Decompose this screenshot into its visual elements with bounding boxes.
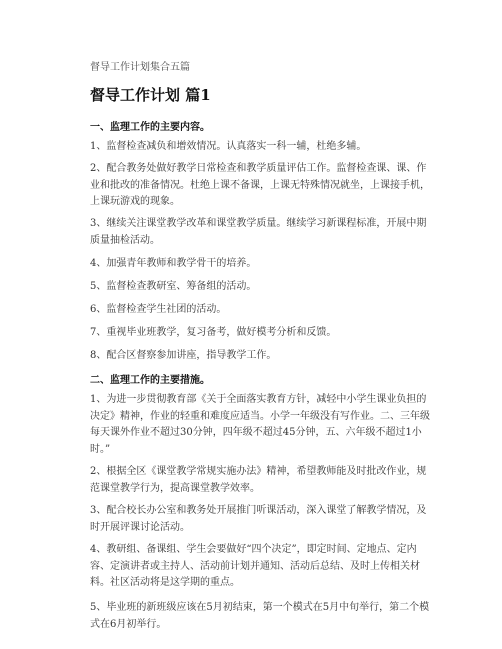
section-1-item-8 [90, 348, 431, 365]
section-2-item-2 [90, 464, 431, 497]
section-1-item-1 [90, 139, 431, 156]
section-2-item-5 [90, 600, 431, 633]
paragraph: 3、配合校长办公室和教务处开展推门听课活动，深入课堂了解教学情况，及时开展评课讨论活动。 [90, 505, 427, 533]
section-1-item-2 [90, 161, 431, 211]
paragraph: 2、根据全区《课堂教学常规实施办法》精神，希望教师能及时批改作业，规范课堂教学行为，提高课堂教学效率。 [90, 466, 427, 494]
section-1-item-4 [90, 256, 431, 273]
paragraph: 1、监督检查减负和增效情况。认真落实一科一辅，杜绝多辅。 [90, 141, 367, 152]
section-2-item-1 [90, 392, 431, 458]
section-1-item-5 [90, 279, 431, 296]
paragraph: 4、教研组、备课组、学生会要做好“四个决定”，即定时间、定地点、定内容、定演讲者或主持人、活动前计划并通知、活动后总结、及时上传相关材料。社区活动将是这学期的重点。 [90, 544, 420, 588]
section-heading-1: 一、监理工作的主要内容。 [90, 122, 210, 133]
section-1-item-6 [90, 302, 431, 319]
paragraph: 6、监督检查学生社团的活动。 [90, 304, 227, 315]
paragraph: 1、为进一步贯彻教育部《关于全面落实教育方针，减轻中小学生课业负担的决定》精神，作业的轻重和难度应适当。小学一年级没有写作业。二、三年级每天课外作业不超过30分钟，四年级不超过45分钟，五、六年级不超过1小时。” [90, 394, 430, 455]
section-2-item-3 [90, 503, 431, 536]
paragraph: 4、加强青年教师和教学骨干的培养。 [90, 258, 257, 269]
section-2-item-4 [90, 542, 431, 592]
paragraph: 5、毕业班的新班级应该在5月初结束，第一个模式在5月中旬举行，第二个模式在6月初举行。 [90, 602, 430, 630]
section-1-item-7 [90, 325, 431, 342]
paragraph: 3、继续关注课堂教学改革和课堂教学质量。继续学习新课程标准，开展中期质量抽检活动。 [90, 218, 427, 246]
section-heading-2: 二、监理工作的主要措施。 [90, 375, 210, 386]
paragraph: 7、重视毕业班教学，复习备考，做好模考分析和反馈。 [90, 327, 337, 338]
main-heading: 督导工作计划 篇1 [90, 86, 211, 104]
paragraph: 2、配合教务处做好教学日常检查和教学质量评估工作。监督检查课、课、作业和批改的准备情况。杜绝上课不备课，上课无特殊情况就坐，上课接手机，上课玩游戏的现象。 [90, 163, 430, 207]
document-title: 督导工作计划集合五篇 [90, 62, 190, 73]
section-1-item-3 [90, 216, 431, 249]
paragraph: 5、监督检查教研室、筹备组的活动。 [90, 281, 257, 292]
paragraph: 8、配合区督察参加讲座，指导教学工作。 [90, 350, 277, 361]
